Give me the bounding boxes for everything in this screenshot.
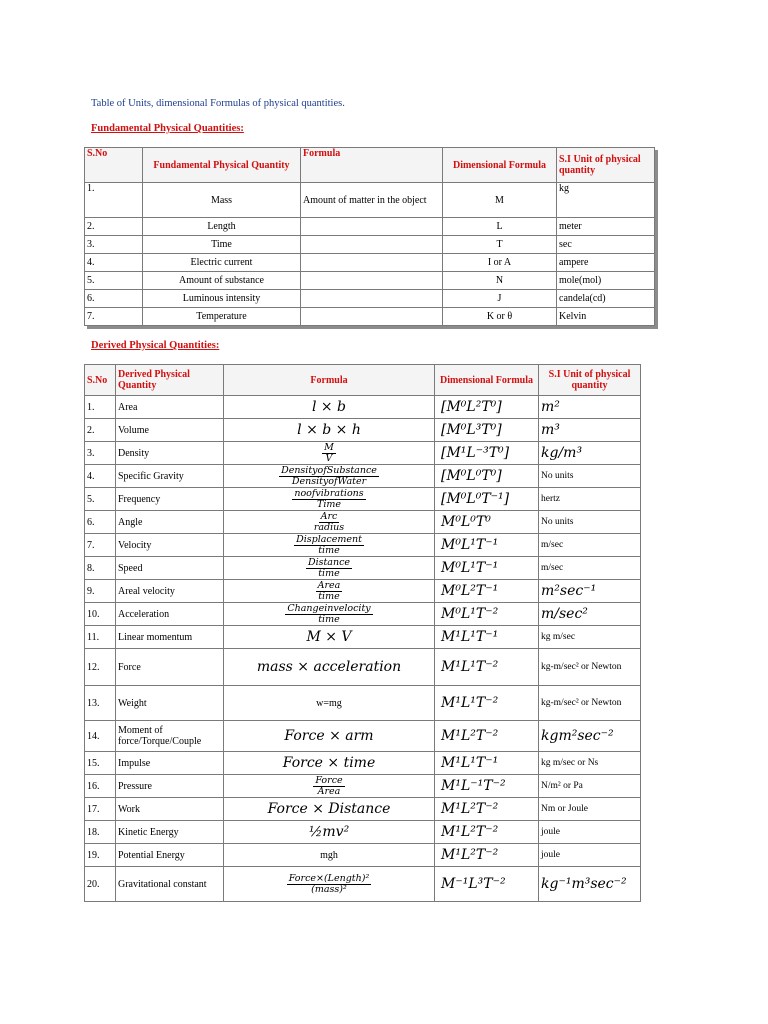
formula-fraction (287, 874, 372, 895)
fundamental-quantities-table (84, 147, 655, 326)
formula-fraction (314, 512, 344, 533)
table-row (85, 272, 655, 290)
cell-formula (224, 488, 435, 511)
cell-quantity: Electric current (143, 254, 301, 272)
cell-formula (224, 775, 435, 798)
table-row (85, 626, 641, 649)
cell-unit: m/sec (539, 534, 641, 557)
formula-numerator: Distance (307, 556, 351, 568)
cell-quantity: Impulse (116, 752, 224, 775)
cell-formula (301, 254, 443, 272)
cell-formula (301, 308, 443, 326)
cell-sno: 6. (85, 290, 143, 308)
cell-formula (224, 580, 435, 603)
cell-dimension: M¹L¹T⁻¹ (435, 752, 539, 775)
derived-section-title: Derived Physical Quantities: (91, 340, 220, 351)
cell-dimension: M (443, 183, 557, 218)
cell-dimension: M⁻¹L³T⁻² (435, 867, 539, 902)
cell-unit: kg m/sec (539, 626, 641, 649)
cell-quantity: Kinetic Energy (116, 821, 224, 844)
header-formula: Formula (301, 148, 443, 183)
table-row (85, 867, 641, 902)
cell-sno: 5. (85, 272, 143, 290)
header-quantity: Derived Physical Quantity (116, 365, 224, 396)
cell-formula (224, 534, 435, 557)
formula-numerator: Force×(Length)² (288, 872, 370, 884)
cell-sno: 6. (85, 511, 116, 534)
table-row (85, 236, 655, 254)
header-quantity: Fundamental Physical Quantity (143, 148, 301, 183)
cell-dimension: [M¹L⁻³T⁰] (435, 442, 539, 465)
table-row (85, 419, 641, 442)
cell-sno: 9. (85, 580, 116, 603)
formula-numerator: DensityofSubstance (281, 464, 377, 476)
cell-unit: kg/m³ (539, 442, 641, 465)
formula-denominator: time (318, 613, 340, 625)
cell-sno: 17. (85, 798, 116, 821)
cell-sno: 3. (85, 236, 143, 254)
cell-sno: 15. (85, 752, 116, 775)
cell-dimension: T (443, 236, 557, 254)
cell-quantity: Frequency (116, 488, 224, 511)
cell-unit: hertz (539, 488, 641, 511)
cell-unit: kg (557, 183, 655, 218)
cell-formula (224, 442, 435, 465)
cell-unit: mole(mol) (557, 272, 655, 290)
cell-dimension: I or A (443, 254, 557, 272)
formula-fraction (313, 776, 344, 797)
cell-unit: kg⁻¹m³sec⁻² (539, 867, 641, 902)
cell-quantity: Density (116, 442, 224, 465)
cell-quantity: Velocity (116, 534, 224, 557)
cell-dimension: M¹L¹T⁻² (435, 649, 539, 686)
formula-numerator: Arc (320, 510, 338, 522)
cell-unit: m²sec⁻¹ (539, 580, 641, 603)
formula-fraction (292, 489, 365, 510)
formula-denominator: Area (317, 785, 341, 797)
header-si-unit: S.I Unit of physical quantity (539, 365, 641, 396)
formula-numerator: M (324, 441, 334, 453)
cell-sno: 16. (85, 775, 116, 798)
formula-fraction (306, 558, 352, 579)
cell-unit: N/m² or Pa (539, 775, 641, 798)
cell-dimension: [M⁰L²T⁰] (435, 396, 539, 419)
formula-denominator: V (325, 452, 333, 464)
cell-quantity: Angle (116, 511, 224, 534)
cell-dimension: N (443, 272, 557, 290)
formula-denominator: time (318, 544, 340, 556)
formula-denominator: DensityofWater (291, 475, 367, 487)
cell-sno: 2. (85, 419, 116, 442)
cell-formula: Force × time (224, 752, 435, 775)
formula-numerator: Changeinvelocity (287, 602, 371, 614)
cell-dimension: M¹L²T⁻² (435, 798, 539, 821)
cell-quantity: Temperature (143, 308, 301, 326)
table-header-row (85, 365, 641, 396)
table-row (85, 821, 641, 844)
cell-sno: 1. (85, 183, 143, 218)
cell-unit: meter (557, 218, 655, 236)
table-row (85, 442, 641, 465)
cell-quantity: Linear momentum (116, 626, 224, 649)
table-row (85, 254, 655, 272)
table-row (85, 290, 655, 308)
cell-sno: 2. (85, 218, 143, 236)
cell-formula (301, 236, 443, 254)
cell-dimension: [M⁰L⁰T⁻¹] (435, 488, 539, 511)
table-row (85, 183, 655, 218)
cell-quantity: Specific Gravity (116, 465, 224, 488)
cell-unit: No units (539, 465, 641, 488)
table-row (85, 511, 641, 534)
cell-quantity: Luminous intensity (143, 290, 301, 308)
header-sno: S.No (85, 365, 116, 396)
formula-fraction (285, 604, 372, 625)
header-formula: Formula (224, 365, 435, 396)
formula-denominator: (mass)² (311, 883, 347, 895)
table-row (85, 686, 641, 721)
cell-formula: Amount of matter in the object (301, 183, 443, 218)
cell-sno: 3. (85, 442, 116, 465)
cell-quantity: Area (116, 396, 224, 419)
cell-unit: joule (539, 844, 641, 867)
cell-unit: m/sec² (539, 603, 641, 626)
cell-quantity: Weight (116, 686, 224, 721)
cell-quantity: Potential Energy (116, 844, 224, 867)
cell-sno: 18. (85, 821, 116, 844)
cell-unit: m/sec (539, 557, 641, 580)
cell-dimension: M¹L²T⁻² (435, 721, 539, 752)
cell-sno: 7. (85, 308, 143, 326)
cell-dimension: M¹L²T⁻² (435, 844, 539, 867)
table-row (85, 488, 641, 511)
cell-formula (301, 218, 443, 236)
cell-dimension: M⁰L¹T⁻² (435, 603, 539, 626)
table-row (85, 396, 641, 419)
cell-dimension: K or θ (443, 308, 557, 326)
cell-formula: mass × acceleration (224, 649, 435, 686)
fundamental-section-title: Fundamental Physical Quantities: (91, 123, 244, 134)
cell-formula (224, 603, 435, 626)
formula-numerator: Area (317, 579, 341, 591)
cell-dimension: M¹L²T⁻² (435, 821, 539, 844)
formula-denominator: time (318, 590, 340, 602)
cell-quantity: Volume (116, 419, 224, 442)
cell-quantity: Pressure (116, 775, 224, 798)
cell-formula (224, 465, 435, 488)
table-row (85, 775, 641, 798)
cell-unit: No units (539, 511, 641, 534)
cell-formula: Force × Distance (224, 798, 435, 821)
cell-unit: ampere (557, 254, 655, 272)
table-row (85, 798, 641, 821)
table-row (85, 721, 641, 752)
cell-quantity: Length (143, 218, 301, 236)
header-sno: S.No (85, 148, 143, 183)
cell-sno: 12. (85, 649, 116, 686)
cell-formula: M × V (224, 626, 435, 649)
cell-sno: 10. (85, 603, 116, 626)
cell-sno: 4. (85, 254, 143, 272)
table-row (85, 465, 641, 488)
cell-sno: 8. (85, 557, 116, 580)
cell-unit: joule (539, 821, 641, 844)
cell-dimension: M⁰L¹T⁻¹ (435, 557, 539, 580)
cell-sno: 19. (85, 844, 116, 867)
header-si-unit: S.I Unit of physical quantity (557, 148, 655, 183)
cell-unit: candela(cd) (557, 290, 655, 308)
formula-fraction (294, 535, 364, 556)
cell-sno: 5. (85, 488, 116, 511)
table-row (85, 603, 641, 626)
cell-quantity: Gravitational constant (116, 867, 224, 902)
formula-numerator: Displacement (296, 533, 362, 545)
cell-quantity: Acceleration (116, 603, 224, 626)
cell-sno: 13. (85, 686, 116, 721)
cell-unit: Kelvin (557, 308, 655, 326)
table-row (85, 534, 641, 557)
table-row (85, 649, 641, 686)
derived-table-body (85, 396, 641, 902)
cell-sno: 7. (85, 534, 116, 557)
cell-unit: kgm²sec⁻² (539, 721, 641, 752)
cell-formula (224, 557, 435, 580)
cell-sno: 11. (85, 626, 116, 649)
cell-quantity: Moment of force/Torque/Couple (116, 721, 224, 752)
cell-formula (301, 272, 443, 290)
cell-dimension: M⁰L¹T⁻¹ (435, 534, 539, 557)
formula-denominator: Time (316, 498, 341, 510)
cell-formula: ½mv² (224, 821, 435, 844)
header-dimensional-formula: Dimensional Formula (435, 365, 539, 396)
cell-formula (224, 511, 435, 534)
formula-fraction (322, 443, 336, 464)
table-row (85, 580, 641, 603)
cell-dimension: J (443, 290, 557, 308)
cell-dimension: [M⁰L³T⁰] (435, 419, 539, 442)
cell-dimension: M¹L¹T⁻¹ (435, 626, 539, 649)
cell-unit: m³ (539, 419, 641, 442)
table-row (85, 308, 655, 326)
cell-unit: kg-m/sec² or Newton (539, 686, 641, 721)
cell-quantity: Force (116, 649, 224, 686)
cell-dimension: M⁰L²T⁻¹ (435, 580, 539, 603)
cell-dimension: M¹L¹T⁻² (435, 686, 539, 721)
formula-denominator: time (318, 567, 340, 579)
cell-formula (301, 290, 443, 308)
cell-quantity: Areal velocity (116, 580, 224, 603)
cell-unit: kg-m/sec² or Newton (539, 649, 641, 686)
cell-dimension: [M⁰L⁰T⁰] (435, 465, 539, 488)
formula-fraction (279, 466, 379, 487)
cell-formula: l × b × h (224, 419, 435, 442)
cell-dimension: M⁰L⁰T⁰ (435, 511, 539, 534)
derived-quantities-table (84, 364, 641, 902)
cell-quantity: Work (116, 798, 224, 821)
cell-quantity: Amount of substance (143, 272, 301, 290)
cell-formula: Force × arm (224, 721, 435, 752)
cell-formula: l × b (224, 396, 435, 419)
cell-formula: mgh (224, 844, 435, 867)
cell-dimension: M¹L⁻¹T⁻² (435, 775, 539, 798)
cell-quantity: Mass (143, 183, 301, 218)
cell-unit: sec (557, 236, 655, 254)
cell-quantity: Time (143, 236, 301, 254)
formula-numerator: Force (315, 774, 343, 786)
cell-dimension: L (443, 218, 557, 236)
document-title: Table of Units, dimensional Formulas of physical quantities. (91, 98, 345, 109)
cell-unit: kg m/sec or Ns (539, 752, 641, 775)
cell-formula: w=mg (224, 686, 435, 721)
cell-sno: 14. (85, 721, 116, 752)
cell-unit: m² (539, 396, 641, 419)
table-row (85, 752, 641, 775)
cell-unit: Nm or Joule (539, 798, 641, 821)
header-dimensional-formula: Dimensional Formula (443, 148, 557, 183)
formula-fraction (316, 581, 343, 602)
table-row (85, 557, 641, 580)
cell-quantity: Speed (116, 557, 224, 580)
cell-sno: 1. (85, 396, 116, 419)
cell-sno: 4. (85, 465, 116, 488)
table-row (85, 218, 655, 236)
table-row (85, 844, 641, 867)
formula-numerator: noofvibrations (294, 487, 364, 499)
formula-denominator: radius (313, 521, 345, 533)
cell-sno: 20. (85, 867, 116, 902)
cell-formula (224, 867, 435, 902)
table-header-row (85, 148, 655, 183)
